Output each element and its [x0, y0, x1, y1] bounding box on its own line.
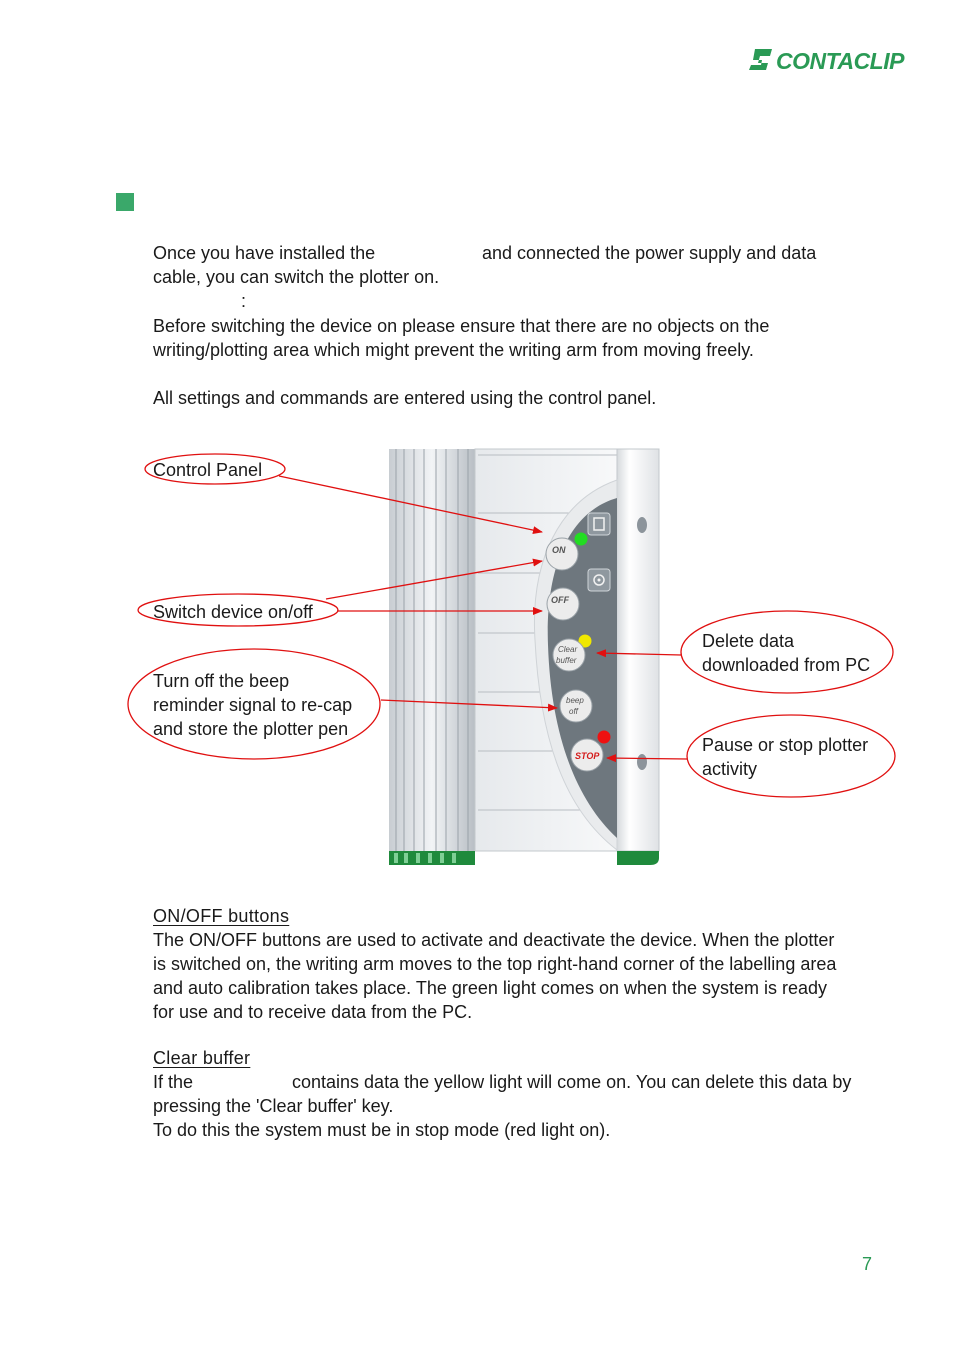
- beep-button-label-2: off: [569, 707, 578, 716]
- logo-text: [776, 48, 904, 74]
- contaclip-logo: [746, 46, 914, 76]
- page-number: 7: [862, 1254, 873, 1274]
- intro-line1-a: Once you have installed the: [153, 243, 376, 263]
- onoff-line4: for use and to receive data from the PC.: [153, 1002, 473, 1022]
- callout-beep-line2: reminder signal to re-cap: [153, 695, 353, 715]
- panel-pen-icon: [588, 513, 610, 535]
- clear-button-label-2: buffer: [556, 656, 577, 665]
- clear-line3: To do this the system must be in stop mode (red light on).: [153, 1120, 611, 1140]
- on-button-label: ON: [552, 545, 566, 555]
- callout-switch: Switch device on/off: [153, 602, 313, 622]
- onoff-line3: and auto calibration takes place. The green light comes on when the system is ready: [153, 978, 828, 998]
- callout-control-panel: Control Panel: [153, 460, 263, 480]
- intro-line2: cable, you can switch the plotter on.: [153, 267, 440, 287]
- intro-settings: All settings and commands are entered using the control panel.: [153, 388, 657, 408]
- control-panel-figure: [0, 440, 954, 880]
- onoff-line2: is switched on, the writing arm moves to the top right-hand corner of the labelling area: [153, 954, 837, 974]
- off-button-label: OFF: [551, 595, 569, 605]
- housing-screw-bottom: [637, 754, 647, 770]
- red-status-light: [598, 731, 611, 744]
- intro-note-line1: Before switching the device on please ensure that there are no objects on the: [153, 316, 770, 336]
- on-button[interactable]: [546, 538, 578, 570]
- clear-buffer-button[interactable]: [553, 639, 585, 671]
- intro-note-line2: writing/plotting area which might prevent the writing arm from moving freely.: [153, 340, 754, 360]
- onoff-heading: ON/OFF buttons: [153, 906, 290, 926]
- clear-button-label-1: Clear: [558, 645, 578, 654]
- device-side-ribs: [389, 449, 475, 865]
- callout-pause-line2: activity: [702, 759, 758, 779]
- device-foot-right: [617, 851, 659, 865]
- device-right-housing: [617, 449, 659, 851]
- green-status-light: [575, 533, 588, 546]
- intro-colon: :: [241, 291, 247, 311]
- callout-delete-line2: downloaded from PC: [702, 655, 871, 675]
- clear-line2: pressing the 'Clear buffer' key.: [153, 1096, 394, 1116]
- callout-delete-line1: Delete data: [702, 631, 795, 651]
- stop-button-label: STOP: [575, 751, 600, 761]
- beep-off-button[interactable]: [560, 690, 592, 722]
- logo-prefix: CONTA: [776, 48, 854, 74]
- logo-mark-icon: [746, 46, 776, 76]
- stop-button[interactable]: [571, 739, 603, 771]
- off-button[interactable]: [547, 588, 579, 620]
- callout-pause-line1: Pause or stop plotter: [702, 735, 869, 755]
- section-bullet: [116, 193, 134, 211]
- callout-beep-line3: and store the plotter pen: [153, 719, 349, 739]
- beep-button-label-1: beep: [566, 696, 584, 705]
- intro-line1-b: and connected the power supply and data: [482, 243, 817, 263]
- clear-heading: Clear buffer: [153, 1048, 251, 1068]
- callout-beep-line1: Turn off the beep: [153, 671, 290, 691]
- clear-line1-a: If the: [153, 1072, 194, 1092]
- housing-screw-top: [637, 517, 647, 533]
- onoff-line1: The ON/OFF buttons are used to activate and deactivate the device. When the plotter: [153, 930, 835, 950]
- clear-line1-b: contains data the yellow light will come on. You can delete this data by: [292, 1072, 852, 1092]
- logo-suffix: CLIP: [853, 48, 904, 74]
